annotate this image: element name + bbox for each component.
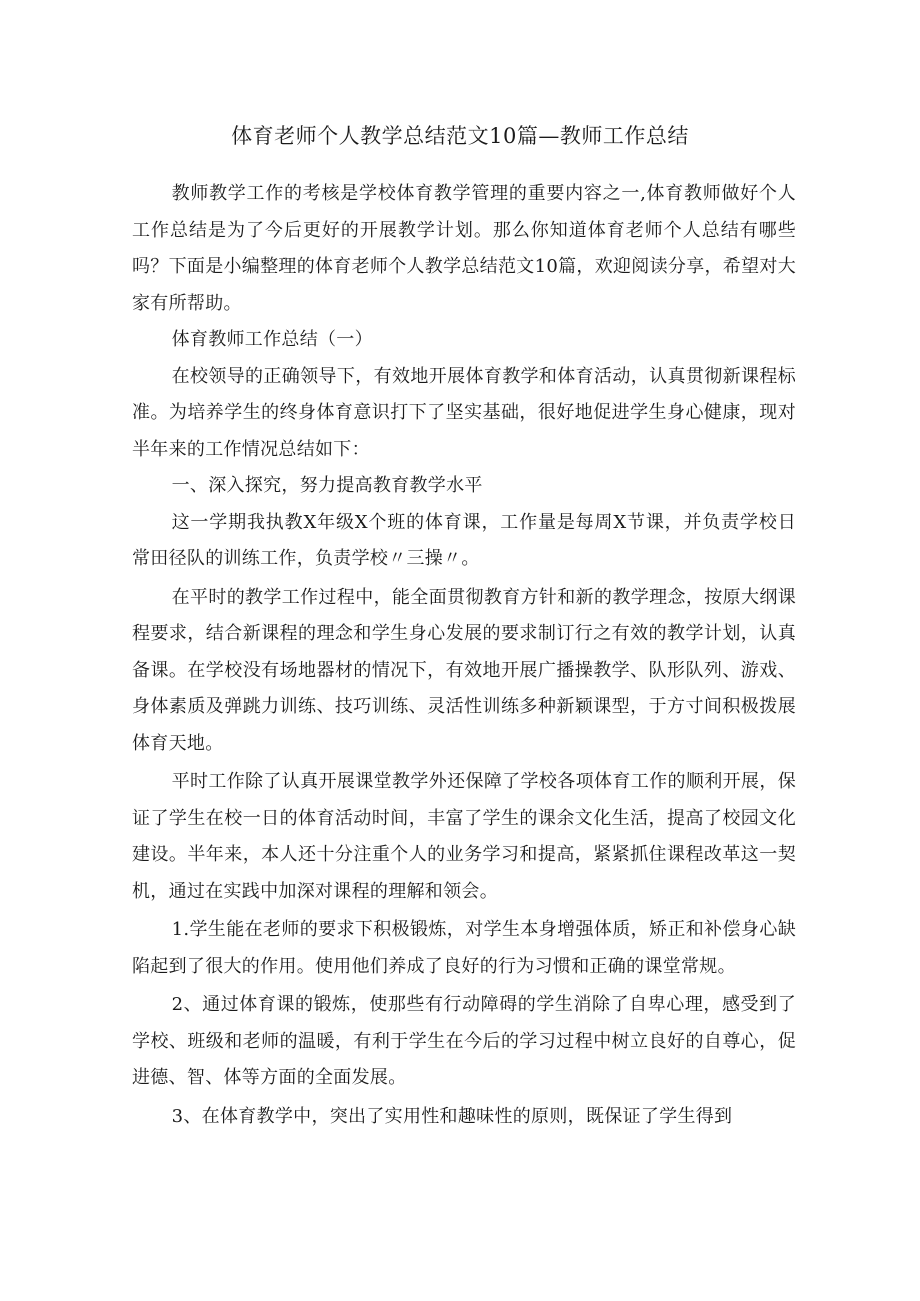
- list-item: 2、通过体育课的锻炼，使那些有行动障碍的学生消除了自卑心理，感受到了学校、班级和老师的温暖，有利于学生在今后的学习过程中树立良好的自尊心，促进德、智、体等方面的全面发展。: [132, 994, 796, 1088]
- intro-paragraph: 教师教学工作的考核是学校体育教学管理的重要内容之一,体育教师做好个人工作总结是为了今后更好的开展教学计划。那么你知道体育老师个人总结有哪些吗？下面是小编整理的体育老师个人教学总结范文10篇，欢迎阅读分享，希望对大家有所帮助。: [132, 183, 797, 314]
- body-paragraph: 平时工作除了认真开展课堂教学外还保障了学校各项体育工作的顺利开展，保证了学生在校一日的体育活动时间，丰富了学生的课余文化生活，提高了校园文化建设。半年来，本人还十分注重个人的业务学习和提高，紧紧抓住课程改革这一契机，通过在实践中加深对课程的理解和领会。: [132, 771, 796, 902]
- list-item: 1.学生能在老师的要求下积极锻炼，对学生本身增强体质，矫正和补偿身心缺陷起到了很大的作用。使用他们养成了良好的行为习惯和正确的课堂常规。: [132, 919, 796, 977]
- list-item: 3、在体育教学中，突出了实用性和趣味性的原则，既保证了学生得到: [171, 1105, 733, 1127]
- document-title: 体育老师个人教学总结范文10篇—教师工作总结: [231, 124, 689, 148]
- subsection-heading: 一、深入探究，努力提高教育教学水平: [171, 475, 483, 496]
- body-paragraph: 在校领导的正确领导下，有效地开展体育教学和体育活动，认真贯彻新课程标准。为培养学生的终身体育意识打下了坚实基础，很好地促进学生身心健康，现对半年来的工作情况总结如下：: [132, 365, 796, 460]
- body-paragraph: 这一学期我执教X年级X个班的体育课，工作量是每周X节课，并负责学校日常田径队的训练工作，负责学校〃三操〃。: [132, 511, 796, 569]
- body-paragraph: 在平时的教学工作过程中，能全面贯彻教育方针和新的教学理念，按原大纲课程要求，结合新课程的理念和学生身心发展的要求制订行之有效的教学计划，认真备课。在学校没有场地器材的情况下，有效地开展广播操教学、队形队列、游戏、身体素质及弹跳力训练、技巧训练、灵活性训练多种新颖课型，于方寸间积极拨展体育天地。: [132, 586, 796, 754]
- section-heading: 体育教师工作总结（一）: [171, 329, 373, 350]
- document-body: [132, 176, 796, 1135]
